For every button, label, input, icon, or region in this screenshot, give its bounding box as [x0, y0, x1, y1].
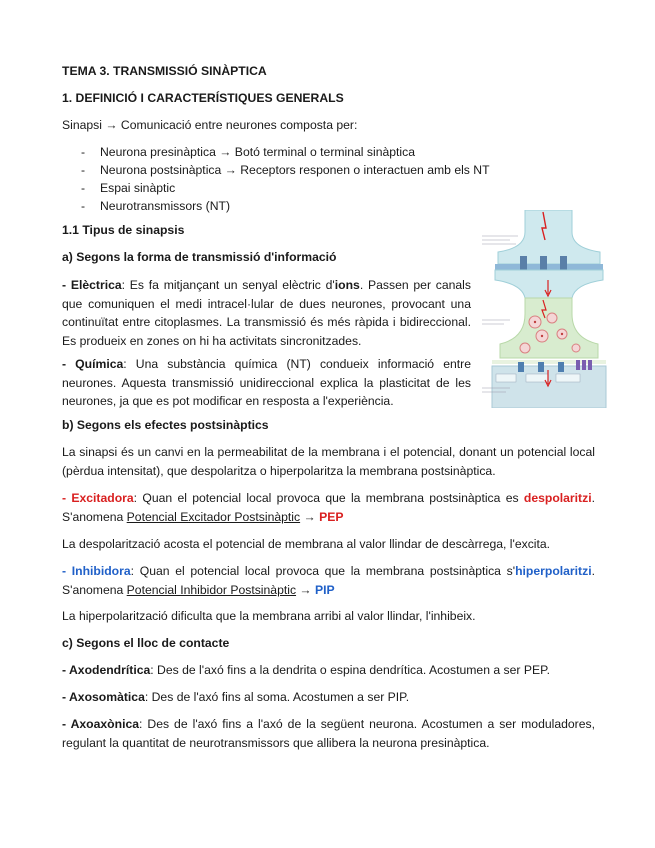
ions-term: ions: [334, 278, 360, 292]
subsection-b-heading: b) Segons els efectes postsinàptics: [62, 418, 269, 432]
excitadora-paragraph: - Excitadora: Quan el potencial local provoca que la membrana postsinàptica es despolaritzi. S'anomena Potencial Excitador Postsinàptic → PEP: [62, 491, 595, 524]
pep-abbr: PEP: [319, 509, 344, 524]
list-item: - Espai sinàptic: [62, 179, 532, 197]
pep-definition: Potencial Excitador Postsinàptic: [126, 509, 301, 524]
hiperpolaritzi-term: hiperpolaritzi: [515, 564, 592, 578]
list-item: - Neurona presinàptica → Botó terminal o terminal sinàptica: [62, 143, 532, 161]
section-1-heading: 1. DEFINICIÓ I CARACTERÍSTIQUES GENERALS: [62, 91, 344, 105]
quimica-label: - Química: [62, 357, 124, 371]
axosomatica-label: - Axosomàtica: [62, 690, 145, 704]
hiperpolaritzacio-note: La hiperpolarització dificulta que la membrana arribi al valor llindar, l'inhibeix.: [62, 609, 476, 623]
inhibidora-label: - Inhibidora: [62, 564, 131, 578]
electrica-paragraph: - Elèctrica: Es fa mitjançant un senyal elèctric d'ions. Passen per canals que comuniquen el medi intracel·lular de dues neurones, provocant una continuïtat entre citoplasmes. La transmissió és més ràpida i bidireccional. Es produeix en zones on hi ha activitats sincronitzades.: [62, 278, 471, 348]
quimica-paragraph: - Química: Una substància química (NT) condueix informació entre neurones. Aquesta transmissió unidireccional explica la plasticitat de les neurones, ja que es pot modificar en resposta a l'experiència.: [62, 357, 471, 408]
inhibidora-paragraph: - Inhibidora: Quan el potencial local provoca que la membrana postsinàptica s'hiperpolaritzi. S'anomena Potencial Inhibidor Postsinàptic → PIP: [62, 564, 595, 597]
excitadora-label: - Excitadora: [62, 491, 134, 505]
despolaritzi-term: despolaritzi: [523, 491, 592, 505]
pip-abbr: PIP: [315, 582, 335, 597]
axosomatica-paragraph: - Axosomàtica: Des de l'axó fins al soma. Acostumen a ser PIP.: [62, 690, 410, 704]
sinapsi-intro: Sinapsi → Comunicació entre neurones composta per:: [62, 118, 358, 132]
axodendritica-paragraph: - Axodendrítica: Des de l'axó fins a la dendrita o espina dendrítica. Acostumen a ser PEP.: [62, 663, 551, 677]
pip-definition: Potencial Inhibidor Postsinàptic: [126, 582, 297, 597]
axoaxonica-paragraph: - Axoaxònica: Des de l'axó fins a l'axó de la següent neurona. Acostumen a ser moduladores, regulant la quantitat de neurotransmissors que allibera la neurona presinàptica.: [62, 717, 595, 750]
despolaritzacio-note: La despolarització acosta el potencial de membrana al valor llindar de descàrrega, l'excita.: [62, 537, 551, 551]
subsection-c-heading: c) Segons el lloc de contacte: [62, 636, 230, 650]
subsection-a-heading: a) Segons la forma de transmissió d'informació: [62, 250, 337, 264]
page-title: TEMA 3. TRANSMISSIÓ SINÀPTICA: [62, 64, 267, 78]
axodendritica-label: - Axodendrítica: [62, 663, 151, 677]
synapse-diagram-icon: [480, 210, 617, 408]
list-item: - Neurona postsinàptica → Receptors responen o interactuen amb els NT: [62, 161, 532, 179]
axoaxonica-label: - Axoaxònica: [62, 717, 140, 731]
list-item: - Neurotransmissors (NT): [62, 197, 532, 215]
section-1-1-heading: 1.1 Tipus de sinapsis: [62, 223, 185, 237]
postsynaptic-intro: La sinapsi és un canvi en la permeabilitat de la membrana i el potencial, donant un potencial local (pèrdua intensitat), que despolaritza o hiperpolaritza la membrana postsinàptica.: [62, 445, 595, 478]
electrica-label: - Elèctrica: [62, 278, 122, 292]
synapse-components-list: [62, 143, 532, 215]
